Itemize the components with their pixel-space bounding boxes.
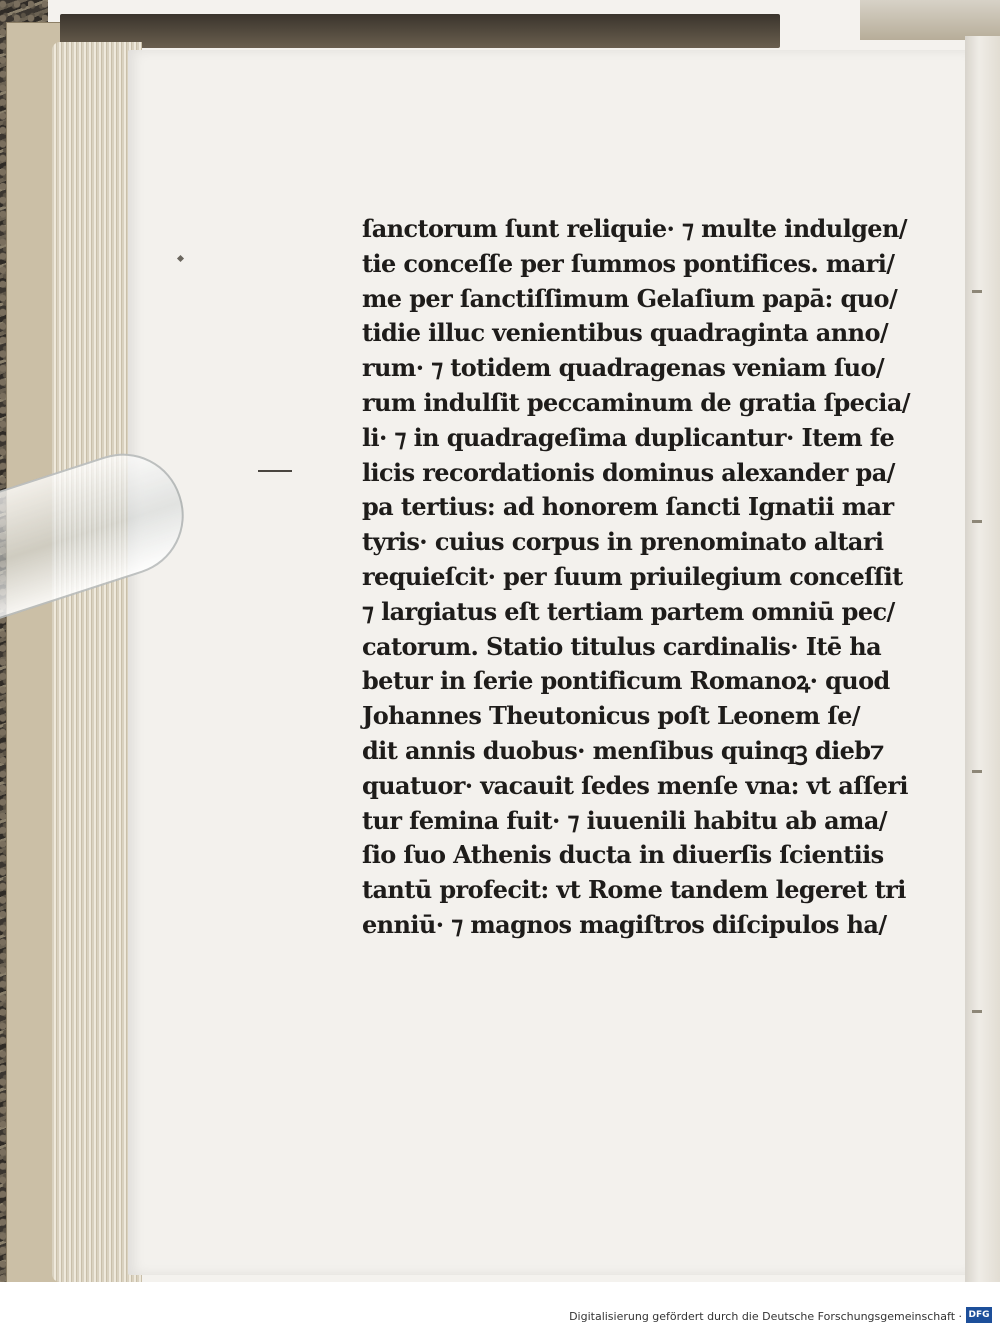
text-line: tie conceſſe per ſummos pontifices. mari/: [362, 248, 895, 278]
gutter-mark: [972, 290, 982, 293]
dfg-logo: DFG: [966, 1307, 992, 1323]
printed-text-block: [362, 212, 910, 943]
text-line: ⁊ largiatus eſt tertiam partem omniū pec/: [362, 596, 895, 626]
text-line: ſio ſuo Athenis ducta in diuerſis ſcientiis: [362, 840, 884, 870]
text-line: catorum. Statio titulus cardinalis· Itē ha: [362, 631, 882, 661]
text-line: licis recordationis dominus alexander pa/: [362, 457, 895, 487]
text-line: quatuor· vacauit ſedes menſe vna: vt aſſeri: [362, 770, 908, 800]
margin-dash: [258, 470, 292, 472]
gutter-mark: [972, 520, 982, 523]
text-line: rum indulſit peccaminum de gratia ſpecia/: [362, 387, 910, 417]
next-leaf-gutter: [965, 36, 1000, 1286]
gutter-mark: [972, 1010, 982, 1013]
text-line: dit annis duobus· menſibus quinqꝫ dieb⁊: [362, 735, 884, 765]
text-line: rum· ⁊ totidem quadragenas veniam ſuo/: [362, 353, 885, 383]
damaged-corner: [860, 0, 1000, 40]
footer-credit: Digitalisierung gefördert durch die Deutsche Forschungsgemeinschaft ·: [569, 1310, 962, 1323]
text-line: li· ⁊ in quadrageſima duplicantur· Item fe: [362, 422, 895, 452]
text-line: tidie illuc venientibus quadraginta anno/: [362, 318, 889, 348]
text-line: pa tertius: ad honorem ſancti Ignatii mar: [362, 492, 894, 522]
text-line: enniū· ⁊ magnos magiſtros diſcipulos ha/: [362, 909, 887, 939]
text-line: Johannes Theutonicus poſt Leonem ſe/: [362, 701, 860, 731]
text-line: me per ſanctiſſimum Gelaſium papā: quo/: [362, 283, 898, 313]
text-line: betur in ſerie pontificum Romanoꝝ· quod: [362, 666, 890, 696]
gutter-mark: [972, 770, 982, 773]
text-line: ſanctorum ſunt reliquie· ⁊ multe indulgen/: [362, 214, 907, 243]
text-line: requieſcit· per ſuum priuilegium conceſſit: [362, 561, 903, 591]
text-line: tantū profecit: vt Rome tandem legeret tri: [362, 875, 906, 905]
headband-strip: [60, 14, 780, 48]
text-line: tyris· cuius corpus in prenominato altari: [362, 527, 884, 557]
text-line: tur femina fuit· ⁊ iuuenili habitu ab ama/: [362, 805, 887, 835]
